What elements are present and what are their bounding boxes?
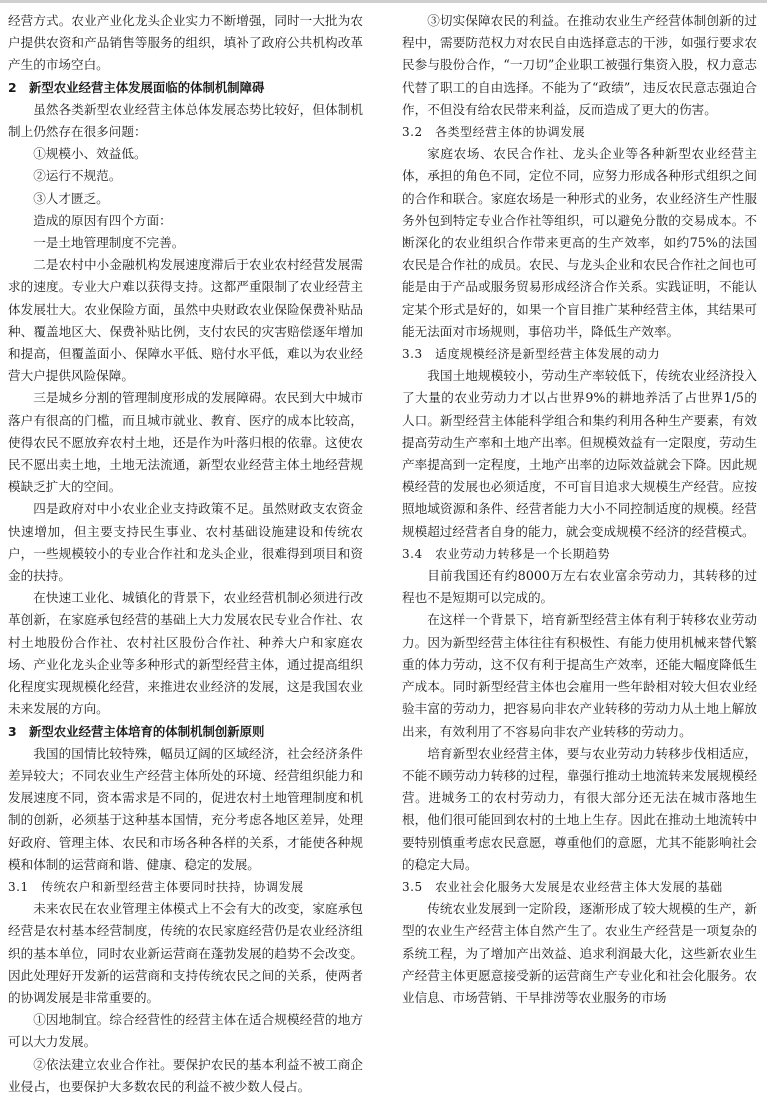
- paragraph: 未来农民在农业管理主体模式上不会有大的改变，家庭承包经营是农村基本经营制度，传统的农民家庭经营仍是农业经济组织的基本单位，同时农业新运营商在蓬勃发展的趋势不会改变。因此处理好开发新的运营商和支持传统农民之间的关系，使两者的协调发展是非常重要的。: [8, 901, 363, 1005]
- paragraph: ③切实保障农民的利益。在推动农业生产经营体制创新的过程中，需要防范权力对农民自由选择意志的干涉，如强行要求农民参与股份合作，“一刀切”企业职工被强行集资入股，权力意志代替了职工的自由选择。不能为了“政绩”，违反农民意志强迫合作，不但没有给农民带来利益，反而造成了更大的伤害。: [402, 13, 757, 117]
- subsection-heading: 3.5 农业社会化服务大发展是农业经营主体大发展的基础: [402, 879, 723, 894]
- paragraph: 我国土地规模较小，劳动生产率较低下，传统农业经济投入了大量的农业劳动力才以占世界9%的耕地养活了占世界1/5的人口。新型经营主体能科学组合和集约利用各种生产要素，有效提高劳动生产率和土地产出率。但规模效益有一定限度，劳动生产率提高到一定程度，土地产出率的边际效益就会下降。因此规模经营的发展也必须适度，不可盲目追求大规模生产经营。应按照地域资源和条件、经营者能力大小不同控制适度的规模。经营规模超过经营者自身的能力，就会变成规模不经济的经营模式。: [402, 368, 757, 539]
- paragraph: 二是农村中小金融机构发展速度滞后于农业农村经营发展需求的速度。专业大户难以获得支持。这都严重限制了农业经营主体发展壮大。农业保险方面，虽然中央财政农业保险保费补贴品种、覆盖地区大、保费补贴比例，支付农民的灾害赔偿逐年增加和提高，但覆盖面小、保障水平低、赔付水平低，难以为农业经营大户提供风险保障。: [8, 257, 363, 384]
- subsection-heading: 3.3 适度规模经济是新型经营主体发展的动力: [402, 347, 661, 362]
- paragraph: 四是政府对中小农业企业支持政策不足。虽然财政支农资金快速增加，但主要支持民生事业、农村基础设施建设和传统农户，一些规模较小的专业合作社和龙头企业，很难得到项目和资金的扶持。: [8, 501, 363, 584]
- paragraph: 三是城乡分割的管理制度形成的发展障碍。农民到大中城市落户有很高的门槛，而且城市就业、教育、医疗的成本比较高，使得农民不愿放弃农村土地，还是作为叶落归根的依靠。这使农民不愿出卖土地，土地无法流通，新型农业经营主体土地经营规模缺乏扩大的空间。: [8, 390, 363, 495]
- paragraph: 一是土地管理制度不完善。: [33, 235, 185, 251]
- section-heading: 3 新型农业经营主体培育的体制机制创新原则: [8, 723, 265, 739]
- paragraph: 我国的国情比较特殊，幅员辽阔的区域经济，社会经济条件差异较大；不同农业生产经营主体所处的环境、经营组织能力和发展速度不同，资本需求是不同的，促进农村土地管理制度和机制的创新，必须基于这种基本国情，充分考虑各地区差异，处理好政府、管理主体、农民和市场各种各样的关系，才能使各种规模和体制的运营商和谐、健康、稳定的发展。: [8, 745, 363, 872]
- list-item: ①规模小、效益低。: [33, 146, 147, 162]
- paragraph: 在这样一个背景下，培育新型经营主体有利于转移农业劳动力。因为新型经营主体往往有积极性、有能力使用机械来替代繁重的体力劳动，这不仅有利于提高生产效率，还能大幅度降低生产成本。同时新型经营主体也会雇用一些年龄相对较大但农业经验丰富的劳动力，把容易向非农产业转移的劳动力从土地上解放出来，有效利用了不容易向非农产业转移的劳动力。: [402, 612, 757, 739]
- subsection-heading: 3.4 农业劳动力转移是一个长期趋势: [402, 546, 611, 561]
- list-item: ③人才匮乏。: [33, 190, 109, 206]
- paragraph-continued: 经营方式。农业产业化龙头企业实力不断增强，同时一大批为农户提供农资和产品销售等服务的组织，填补了政府公共机构改革产生的市场空白。: [8, 13, 363, 73]
- right-column: [402, 10, 757, 1009]
- subsection-heading: 3.2 各类型经营主体的协调发展: [402, 125, 586, 140]
- paragraph: 在快速工业化、城镇化的背景下，农业经营机制必须进行改革创新，在家庭承包经营的基础上大力发展农民专业合作社、农村土地股份合作社、农村社区股份合作社、种养大户和家庭农场、产业化龙头企业等多种形式的新型经营主体，通过提高组织化程度实现规模化经营，来推进农业经济的发展，这是我国农业未来发展的方向。: [8, 590, 363, 717]
- list-item: ②运行不规范。: [33, 168, 122, 184]
- paragraph: 传统农业发展到一定阶段，逐渐形成了较大规模的生产，新型的农业生产经营主体自然产生了。农业生产经营是一项复杂的系统工程，为了增加产出效益、追求利润最大化，这些新农业生产经营主体更愿意接受新的运营商生产专业化和社会化服务。农业信息、市场营销、干旱排涝等农业服务的市场: [402, 901, 757, 1005]
- paragraph: 虽然各类新型农业经营主体总体发展态势比较好，但体制机制上仍然存在很多问题：: [8, 101, 363, 140]
- section-heading: 2 新型农业经营主体发展面临的体制机制障碍: [8, 79, 265, 95]
- subsection-heading: 3.1 传统农户和新型经营主体要同时扶持，协调发展: [8, 879, 304, 894]
- paragraph: ①因地制宜。综合经营性的经营主体在适合规模经营的地方可以大力发展。: [8, 1012, 363, 1050]
- left-column: [8, 10, 363, 1098]
- paragraph: 家庭农场、农民合作社、龙头企业等各种新型农业经营主体，承担的角色不同，定位不同，应努力形成各种形式组织之间的合作和联合。家庭农场是一种形式的业务，农业经济生产性服务外包到特定专业合作社等组织，可以避免分散的交易成本。不断深化的农业组织合作带来更高的生产效率，如约75%的法国农民是合作社的成员。农民、与龙头企业和农民合作社之间也可能是由于产品或服务贸易形成经济合作关系。实践证明，不能认定某个形式是好的，如果一个盲目推广某种经营主体，其结果可能无法面对市场规则，事倍功半，降低生产效率。: [402, 146, 757, 339]
- paragraph: 造成的原因有四个方面：: [33, 212, 172, 228]
- paragraph: 培育新型农业经营主体，要与农业劳动力转移步伐相适应，不能不顾劳动力转移的过程，靠强行推动土地流转来发展规模经营。进城务工的农村劳动力，有很大部分还无法在城市落地生根，他们很可能回到农村的土地上生存。因此在推动土地流转中要特别慎重考虑农民意愿，尊重他们的意愿，尤其不能影响社会的稳定大局。: [402, 745, 757, 872]
- paragraph: 目前我国还有约8000万左右农业富余劳动力，其转移的过程也不是短期可以完成的。: [402, 568, 757, 606]
- paragraph: ②依法建立农业合作社。要保护农民的基本利益不被工商企业侵占，也要保护大多数农民的利益不被少数人侵占。: [8, 1056, 363, 1094]
- header-rule: [0, 0, 767, 3]
